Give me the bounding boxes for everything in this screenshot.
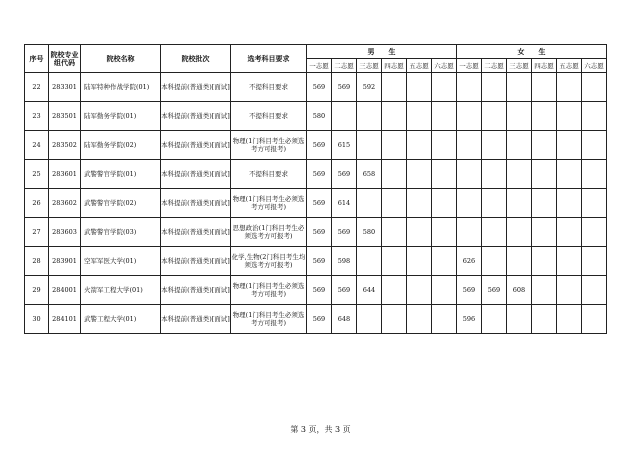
row-female-choice-6 (582, 189, 607, 218)
row-code: 283901 (49, 247, 81, 276)
row-female-choice-6 (582, 73, 607, 102)
table-row (25, 218, 607, 247)
row-female-choice-2: 569 (482, 276, 507, 305)
row-code: 284101 (49, 305, 81, 334)
row-female-choice-2 (482, 305, 507, 334)
row-male-choice-4 (382, 160, 407, 189)
row-school-name: 陆军勤务学院(01) (81, 102, 161, 131)
row-seq: 24 (25, 131, 49, 160)
row-seq: 22 (25, 73, 49, 102)
row-seq: 27 (25, 218, 49, 247)
page-footer: 第 3 页，共 3 页 (290, 425, 351, 434)
row-female-choice-5 (557, 305, 582, 334)
row-requirement: 物理(1门科目考生必须选考方可报考) (231, 131, 307, 160)
row-requirement: 思想政治(1门科目考生必须选考方可报考) (231, 218, 307, 247)
row-male-choice-3 (357, 189, 382, 218)
row-batch: 本科提前(普通类)[面试] (161, 102, 231, 131)
table-row (25, 247, 607, 276)
row-code: 283603 (49, 218, 81, 247)
row-male-choice-6 (432, 73, 457, 102)
row-male-choice-5 (407, 276, 432, 305)
row-seq: 25 (25, 160, 49, 189)
row-female-choice-1 (457, 102, 482, 131)
row-female-choice-5 (557, 102, 582, 131)
row-school-name: 空军军医大学(01) (81, 247, 161, 276)
row-male-choice-4 (382, 73, 407, 102)
row-batch: 本科提前(普通类)[面试] (161, 189, 231, 218)
row-female-choice-5 (557, 73, 582, 102)
row-female-choice-4 (532, 276, 557, 305)
table-row (25, 189, 607, 218)
row-female-choice-4 (532, 102, 557, 131)
row-female-choice-4 (532, 131, 557, 160)
row-female-choice-5 (557, 276, 582, 305)
row-male-choice-6 (432, 102, 457, 131)
row-code: 283502 (49, 131, 81, 160)
table-row (25, 160, 607, 189)
row-male-choice-2: 569 (332, 276, 357, 305)
row-female-choice-4 (532, 305, 557, 334)
row-male-choice-1: 569 (307, 189, 332, 218)
row-female-choice-3 (507, 305, 532, 334)
row-male-choice-3 (357, 305, 382, 334)
row-seq: 30 (25, 305, 49, 334)
row-requirement: 不提科目要求 (231, 73, 307, 102)
row-female-choice-5 (557, 131, 582, 160)
row-male-choice-2: 598 (332, 247, 357, 276)
row-male-choice-3: 658 (357, 160, 382, 189)
row-school-name: 武警警官学院(03) (81, 218, 161, 247)
header-name: 院校名称 (81, 45, 161, 73)
row-male-choice-6 (432, 131, 457, 160)
row-male-choice-2: 615 (332, 131, 357, 160)
row-male-choice-1: 569 (307, 218, 332, 247)
row-male-choice-6 (432, 189, 457, 218)
row-male-choice-4 (382, 189, 407, 218)
row-male-choice-2: 569 (332, 218, 357, 247)
row-female-choice-3 (507, 73, 532, 102)
row-female-choice-4 (532, 189, 557, 218)
table-row (25, 73, 607, 102)
row-code: 283601 (49, 160, 81, 189)
row-male-choice-5 (407, 247, 432, 276)
row-male-choice-6 (432, 305, 457, 334)
admission-score-table (24, 44, 607, 334)
row-female-choice-6 (582, 131, 607, 160)
row-batch: 本科提前(普通类)[面试] (161, 73, 231, 102)
header-code: 院校专业组代码 (49, 45, 81, 73)
row-female-choice-6 (582, 160, 607, 189)
row-batch: 本科提前(普通类)[面试] (161, 160, 231, 189)
row-male-choice-5 (407, 305, 432, 334)
header-requirement: 选考科目要求 (231, 45, 307, 73)
row-female-choice-3: 608 (507, 276, 532, 305)
row-female-choice-6 (582, 247, 607, 276)
row-school-name: 火箭军工程大学(01) (81, 276, 161, 305)
row-male-choice-3: 580 (357, 218, 382, 247)
row-female-choice-2 (482, 131, 507, 160)
row-female-choice-3 (507, 160, 532, 189)
row-female-choice-5 (557, 160, 582, 189)
header-male-choice-1: 一志愿 (307, 59, 332, 73)
header-female-choice-2: 二志愿 (482, 59, 507, 73)
table-row (25, 276, 607, 305)
row-code: 283301 (49, 73, 81, 102)
row-male-choice-6 (432, 247, 457, 276)
row-female-choice-4 (532, 247, 557, 276)
header-male-choice-3: 三志愿 (357, 59, 382, 73)
header-seq: 序号 (25, 45, 49, 73)
row-male-choice-1: 580 (307, 102, 332, 131)
row-female-choice-3 (507, 131, 532, 160)
row-female-choice-2 (482, 102, 507, 131)
row-male-choice-3: 592 (357, 73, 382, 102)
row-requirement: 物理(1门科目考生必须选考方可报考) (231, 305, 307, 334)
table-body (25, 73, 607, 334)
row-male-choice-3 (357, 131, 382, 160)
header-male-choice-5: 五志愿 (407, 59, 432, 73)
row-female-choice-4 (532, 218, 557, 247)
row-male-choice-5 (407, 189, 432, 218)
row-school-name: 陆军特种作战学院(01) (81, 73, 161, 102)
row-female-choice-5 (557, 247, 582, 276)
header-male-choice-2: 二志愿 (332, 59, 357, 73)
row-female-choice-4 (532, 160, 557, 189)
row-female-choice-1 (457, 218, 482, 247)
row-requirement: 物理(1门科目考生必须选考方可报考) (231, 276, 307, 305)
header-male-choice-4: 四志愿 (382, 59, 407, 73)
row-female-choice-1: 626 (457, 247, 482, 276)
row-female-choice-1 (457, 160, 482, 189)
row-female-choice-1: 569 (457, 276, 482, 305)
row-female-choice-4 (532, 73, 557, 102)
row-female-choice-3 (507, 218, 532, 247)
row-male-choice-5 (407, 102, 432, 131)
header-female-choice-5: 五志愿 (557, 59, 582, 73)
row-male-choice-1: 569 (307, 247, 332, 276)
row-male-choice-1: 569 (307, 73, 332, 102)
row-male-choice-1: 569 (307, 305, 332, 334)
row-batch: 本科提前(普通类)[面试] (161, 276, 231, 305)
table-row (25, 131, 607, 160)
row-male-choice-5 (407, 160, 432, 189)
row-male-choice-4 (382, 102, 407, 131)
row-batch: 本科提前(普通类)[面试] (161, 131, 231, 160)
header-female-choice-4: 四志愿 (532, 59, 557, 73)
row-male-choice-6 (432, 276, 457, 305)
row-female-choice-2 (482, 73, 507, 102)
header-female: 女 生 (457, 45, 607, 59)
row-male-choice-1: 569 (307, 160, 332, 189)
header-male-choice-6: 六志愿 (432, 59, 457, 73)
row-male-choice-6 (432, 160, 457, 189)
row-female-choice-5 (557, 218, 582, 247)
row-batch: 本科提前(普通类)[面试] (161, 305, 231, 334)
header-female-choice-1: 一志愿 (457, 59, 482, 73)
header-batch: 院校批次 (161, 45, 231, 73)
row-male-choice-4 (382, 276, 407, 305)
row-female-choice-1 (457, 189, 482, 218)
row-male-choice-6 (432, 218, 457, 247)
row-male-choice-3 (357, 102, 382, 131)
row-female-choice-6 (582, 276, 607, 305)
row-male-choice-4 (382, 131, 407, 160)
row-female-choice-2 (482, 160, 507, 189)
row-male-choice-2: 569 (332, 160, 357, 189)
row-code: 284001 (49, 276, 81, 305)
table-row (25, 305, 607, 334)
row-female-choice-1 (457, 73, 482, 102)
table-row (25, 102, 607, 131)
row-male-choice-2: 614 (332, 189, 357, 218)
row-female-choice-1: 596 (457, 305, 482, 334)
row-male-choice-5 (407, 73, 432, 102)
row-male-choice-2 (332, 102, 357, 131)
row-female-choice-5 (557, 189, 582, 218)
row-seq: 26 (25, 189, 49, 218)
row-seq: 29 (25, 276, 49, 305)
row-male-choice-2: 569 (332, 73, 357, 102)
row-male-choice-5 (407, 218, 432, 247)
row-male-choice-1: 569 (307, 276, 332, 305)
row-school-name: 武警工程大学(01) (81, 305, 161, 334)
row-male-choice-2: 648 (332, 305, 357, 334)
row-school-name: 武警警官学院(02) (81, 189, 161, 218)
row-female-choice-3 (507, 189, 532, 218)
row-requirement: 不提科目要求 (231, 102, 307, 131)
row-male-choice-3 (357, 247, 382, 276)
row-female-choice-1 (457, 131, 482, 160)
row-male-choice-4 (382, 247, 407, 276)
row-female-choice-2 (482, 218, 507, 247)
header-female-choice-6: 六志愿 (582, 59, 607, 73)
row-code: 283501 (49, 102, 81, 131)
row-school-name: 陆军勤务学院(02) (81, 131, 161, 160)
row-male-choice-1: 569 (307, 131, 332, 160)
row-female-choice-3 (507, 247, 532, 276)
row-female-choice-6 (582, 218, 607, 247)
row-seq: 28 (25, 247, 49, 276)
row-female-choice-6 (582, 305, 607, 334)
header-female-choice-3: 三志愿 (507, 59, 532, 73)
row-female-choice-2 (482, 247, 507, 276)
header-male: 男 生 (307, 45, 457, 59)
row-requirement: 化学,生物(2门科目考生均须选考方可报考) (231, 247, 307, 276)
row-seq: 23 (25, 102, 49, 131)
row-female-choice-6 (582, 102, 607, 131)
row-code: 283602 (49, 189, 81, 218)
row-requirement: 不提科目要求 (231, 160, 307, 189)
row-batch: 本科提前(普通类)[面试] (161, 247, 231, 276)
row-male-choice-4 (382, 218, 407, 247)
row-batch: 本科提前(普通类)[面试] (161, 218, 231, 247)
row-male-choice-4 (382, 305, 407, 334)
row-school-name: 武警警官学院(01) (81, 160, 161, 189)
row-requirement: 物理(1门科目考生必须选考方可报考) (231, 189, 307, 218)
row-female-choice-3 (507, 102, 532, 131)
row-male-choice-5 (407, 131, 432, 160)
row-male-choice-3: 644 (357, 276, 382, 305)
row-female-choice-2 (482, 189, 507, 218)
